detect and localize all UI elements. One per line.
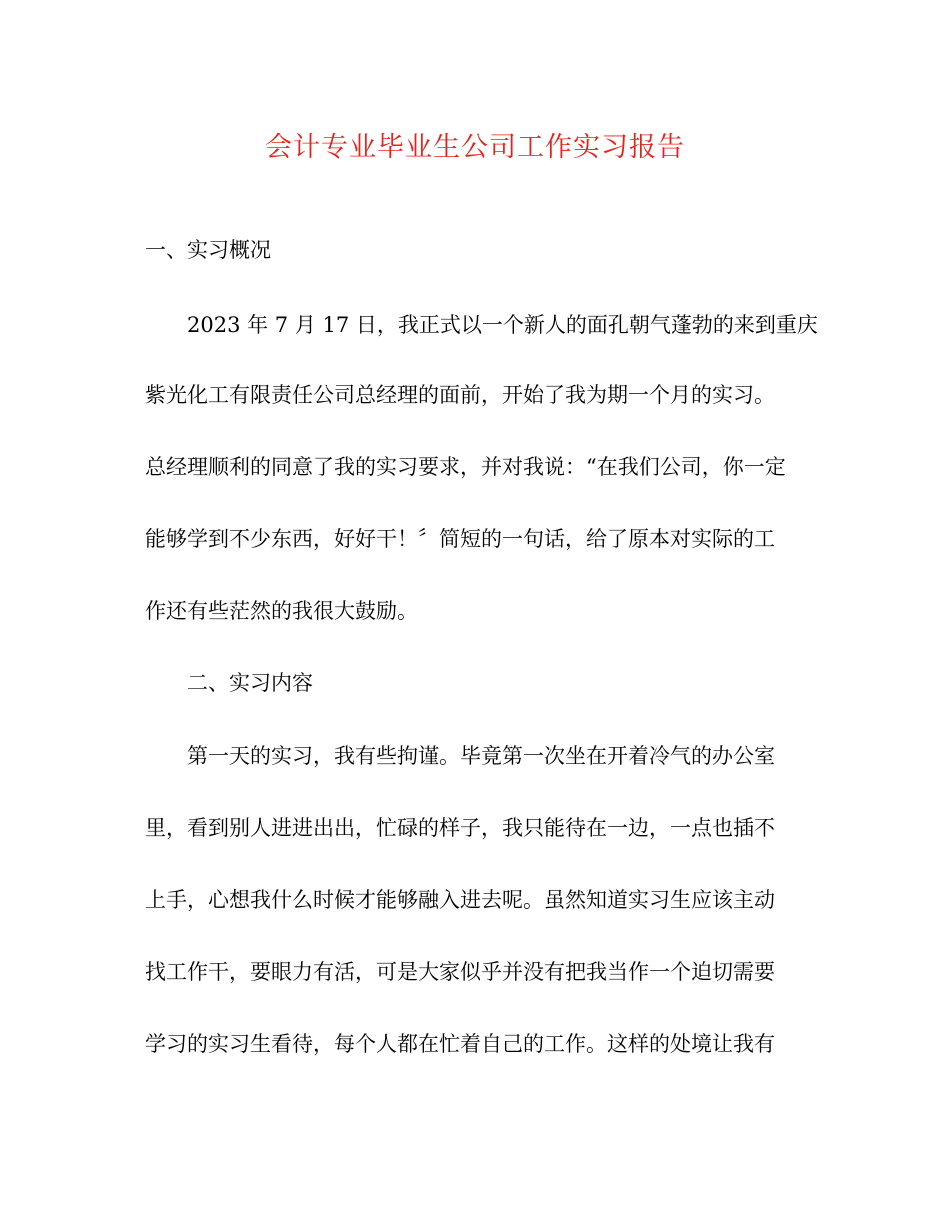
paragraph-line: 总经理顺利的同意了我的实习要求，并对我说：“在我们公司，你一定: [145, 455, 786, 479]
section-heading-overview: 一、实习概况: [145, 238, 271, 262]
paragraph-line: 上手，心想我什么时候才能够融入进去呢。虽然知道实习生应该主动: [145, 888, 775, 912]
section-heading-content: 二、实习内容: [187, 671, 313, 695]
paragraph-line: 2023 年 7 月 17 日，我正式以一个新人的面孔朝气蓬勃的来到重庆: [187, 313, 818, 337]
paragraph-line: 找工作干，要眼力有活，可是大家似乎并没有把我当作一个迫切需要: [145, 960, 775, 984]
paragraph-line: 里，看到别人进进出出，忙碌的样子，我只能待在一边，一点也插不: [145, 816, 775, 840]
document-title: 会计专业毕业生公司工作实习报告: [265, 132, 685, 163]
paragraph-line: 学习的实习生看待，每个人都在忙着自己的工作。这样的处境让我有: [145, 1032, 775, 1056]
paragraph-line: 能够学到不少东西，好好干！〞简短的一句话，给了原本对实际的工: [145, 527, 775, 551]
paragraph-line: 紫光化工有限责任公司总经理的面前，开始了我为期一个月的实习。: [145, 383, 775, 407]
paragraph-line: 作还有些茫然的我很大鼓励。: [145, 599, 418, 623]
paragraph-line: 第一天的实习，我有些拘谨。毕竟第一次坐在开着冷气的办公室: [187, 744, 775, 768]
